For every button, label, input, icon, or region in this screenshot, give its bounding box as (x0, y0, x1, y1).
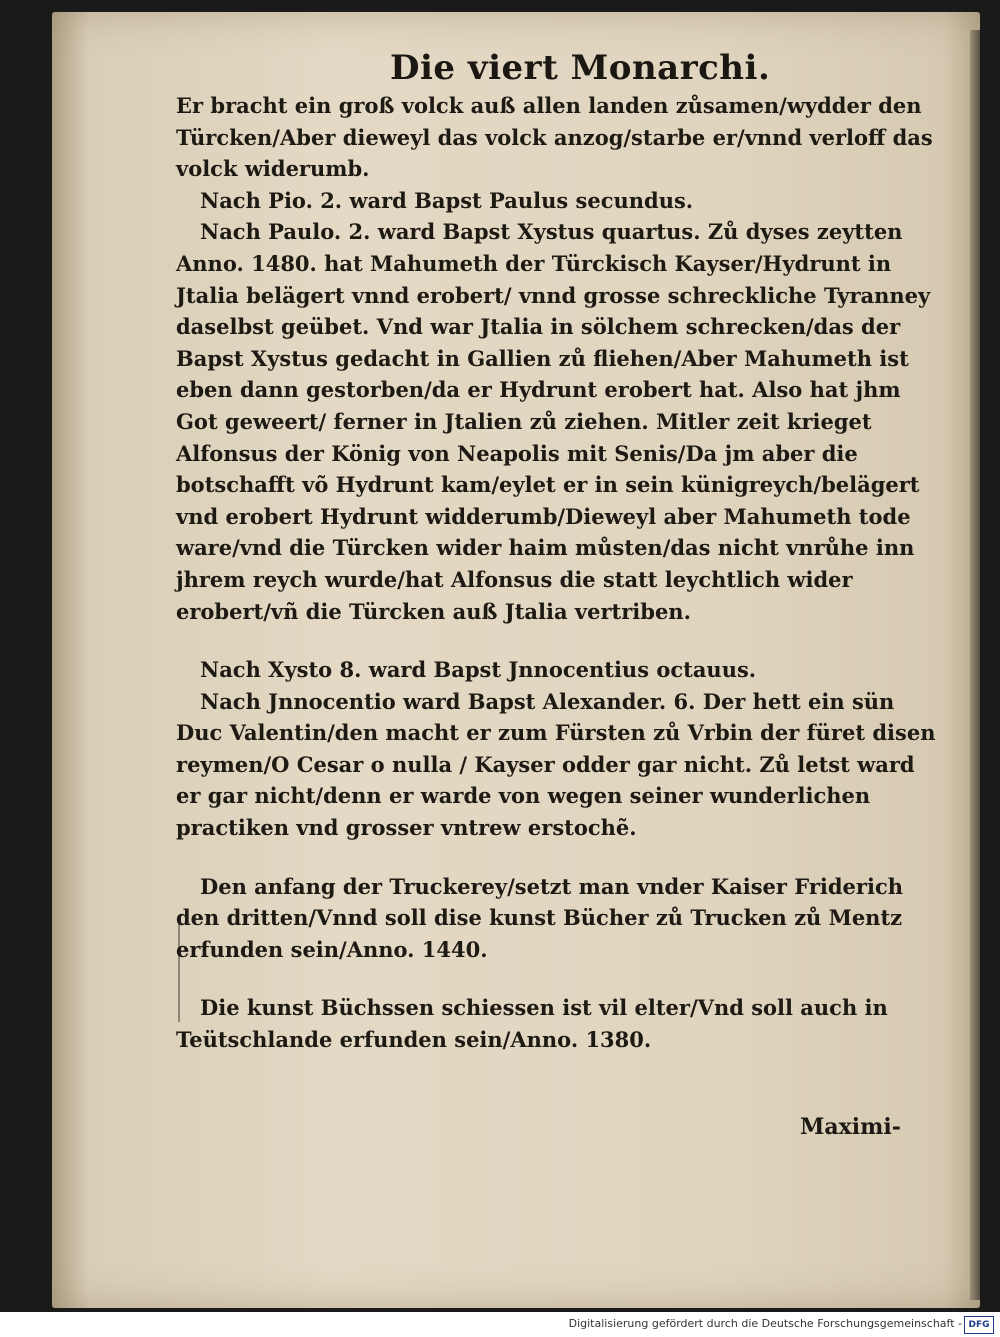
paragraph: Nach Xysto 8. ward Bapst Jnnocentius octauus. (200, 657, 757, 683)
footer-bar (0, 1312, 1000, 1337)
dfg-logo: DFG (964, 1316, 994, 1334)
paragraph: Die kunst Büchssen schiessen ist vil elter/Vnd soll auch in Teütschlande erfunden sein/Anno. 1380. (176, 995, 888, 1053)
catchword: Maximi- (800, 1114, 901, 1140)
paragraph: Er bracht ein groß volck auß allen landen zůsamen/wydder den Türcken/Aber dieweyl das volck anzog/starbe er/vnnd verloff das volck widerumb. (176, 93, 933, 182)
paragraph: Den anfang der Truckerey/setzt man vnder Kaiser Friderich den dritten/Vnnd soll dise kunst Bücher zů Trucken zů Mentz erfunden sein/Anno. 1440. (176, 873, 904, 962)
paragraph: Nach Pio. 2. ward Bapst Paulus secundus. (200, 187, 694, 213)
paragraph: Nach Jnnocentio ward Bapst Alexander. 6. Der hett ein sün Duc Valentin/den macht er zum Fürsten zů Vrbin der füret disen reymen/O Cesar o nulla / Kayser odder gar nicht. Zů letst ward er gar nicht/denn er warde von wegen seiner wunderlichen practiken vnd grosser vntrew erstochẽ. (176, 688, 936, 841)
paragraph: Nach Paulo. 2. ward Bapst Xystus quartus. Zů dyses zeytten Anno. 1480. hat Mahumeth der Türckisch Kayser/Hydrunt in Jtalia belägert vnnd erobert/ vnnd grosse schreckliche Tyranney daselbst geübet. Vnd war Jtalia in sölchem schrecken/das der Bapst Xystus gedacht in Gallien zů fliehen/Aber Mahumeth ist eben dann gestorben/da er Hydrunt erobert hat. Also hat jhm Got geweert/ ferner in Jtalien zů ziehen. Mitler zeit krieget Alfonsus der König von Neapolis mit Senis/Da jm aber die botschafft võ Hydrunt kam/eylet er in sein künigreych/belägert vnd erobert Hydrunt widderumb/Dieweyl aber Mahumeth tode ware/vnd die Türcken wider haim můsten/das nicht vnrůhe inn jhrem reych wurde/hat Alfonsus die statt leychtlich wider erobert/vñ die Türcken auß Jtalia vertriben. (176, 219, 931, 624)
main-text (176, 90, 936, 1056)
running-head: Die viert Monarchi. (390, 48, 771, 88)
footer-credit: Digitalisierung gefördert durch die Deutsche Forschungsgemeinschaft - (568, 1317, 962, 1330)
page-edge (970, 30, 980, 1300)
